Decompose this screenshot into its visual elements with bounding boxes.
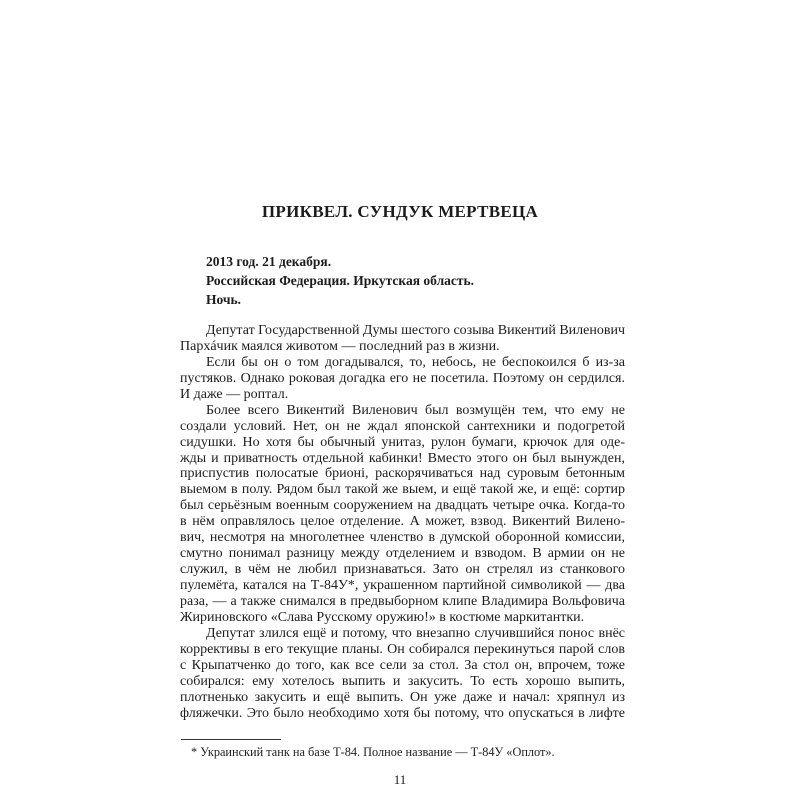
text-line: плотненько закусить и ещё выпить. Он уже даже и начал: хряпнул из [180, 689, 625, 705]
text-line: служил, в чём не любил признаваться. Зато он стрелял из станкового [180, 562, 625, 578]
text-line: сидушки. Но хотя бы обычный унитаз, рулон бумаги, крючок для оде- [180, 434, 625, 450]
paragraph [180, 626, 625, 722]
chapter-title: ПРИКВЕЛ. СУНДУК МЕРТВЕЦА [261, 202, 539, 221]
chapter-header [206, 253, 474, 309]
text-line: фляжечки. Это было необходимо хотя бы потому, что опускаться в лифте [180, 705, 625, 721]
text-line: Жириновского «Слава Русскому оружию!» в костюме маркитантки. [180, 609, 585, 625]
text-line: Депутат злился ещё и потому, что внезапно случившийся понос внёс [206, 625, 625, 641]
text-line: выемом в полу. Рядом был такой же выем, и ещё такой же, и ещё: сортир [180, 482, 625, 498]
paragraph [180, 355, 625, 403]
text-line: Депутат Государственной Думы шестого созыва Викентий Виленович [206, 323, 625, 338]
text-line: был серьёзным военным сооружением на двадцать четыре очка. Когда-то [180, 498, 625, 514]
text-line: вич, несмотря на многолетнее членство в думской оборонной комиссии, [180, 530, 625, 546]
body-text [180, 323, 625, 721]
text-line: приспустив полосатые брионі, раскорячиваться над суровым бетонным [180, 466, 625, 482]
page-number: 11 [393, 772, 407, 787]
text-line: Более всего Викентий Виленович был возмущён тем, что ему не [206, 402, 625, 418]
text-line: раза, — а также снимался в предвыборном клипе Владимира Вольфовича [180, 593, 625, 609]
header-date: 2013 год. 21 декабря. [206, 254, 332, 269]
header-time: Ночь. [206, 291, 242, 307]
paragraph [180, 403, 625, 626]
paragraph [180, 323, 625, 355]
header-place: Российская Федерация. Иркутская область. [206, 272, 475, 288]
footnote: * Украинский танк на базе Т-84. Полное название — Т-84У «Оплот». [191, 745, 555, 759]
text-line: пустяков. Однако роковая догадка его не посетила. Поэтому он сердился. [180, 370, 625, 386]
text-line: Если бы он о том догадывался, то, небось, не беспокоился б из-за [206, 354, 625, 370]
text-line: с Крыпатченко до того, как все сели за стол. За стол он, впрочем, тоже [180, 657, 625, 673]
text-line: в нём оправлялось целое отделение. А может, взвод. Викентий Вилено- [180, 514, 625, 530]
text-line: создали условий. Нет, он не ждал японской сантехники и подогретой [180, 418, 625, 434]
text-line: собирался: ему хотелось выпить и закусить. То есть хорошо выпить, [180, 673, 625, 689]
text-line: пулемёта, катался на Т-84У*, украшенном партийной символикой — два [180, 578, 625, 593]
text-line: жды и приватность отдельной кабинки! Вместо этого он был вынужден, [180, 450, 625, 466]
text-line: коррективы в его текущие планы. Он собирался перекинуться парой слов [180, 641, 625, 657]
text-line: Пархáчик маялся животом — последний раз в жизни. [180, 338, 500, 354]
text-line: смутно понимал разницу между отделением и взводом. В армии он не [180, 546, 625, 562]
text-line: И даже — роптал. [180, 386, 289, 402]
footnote-divider [181, 739, 281, 740]
